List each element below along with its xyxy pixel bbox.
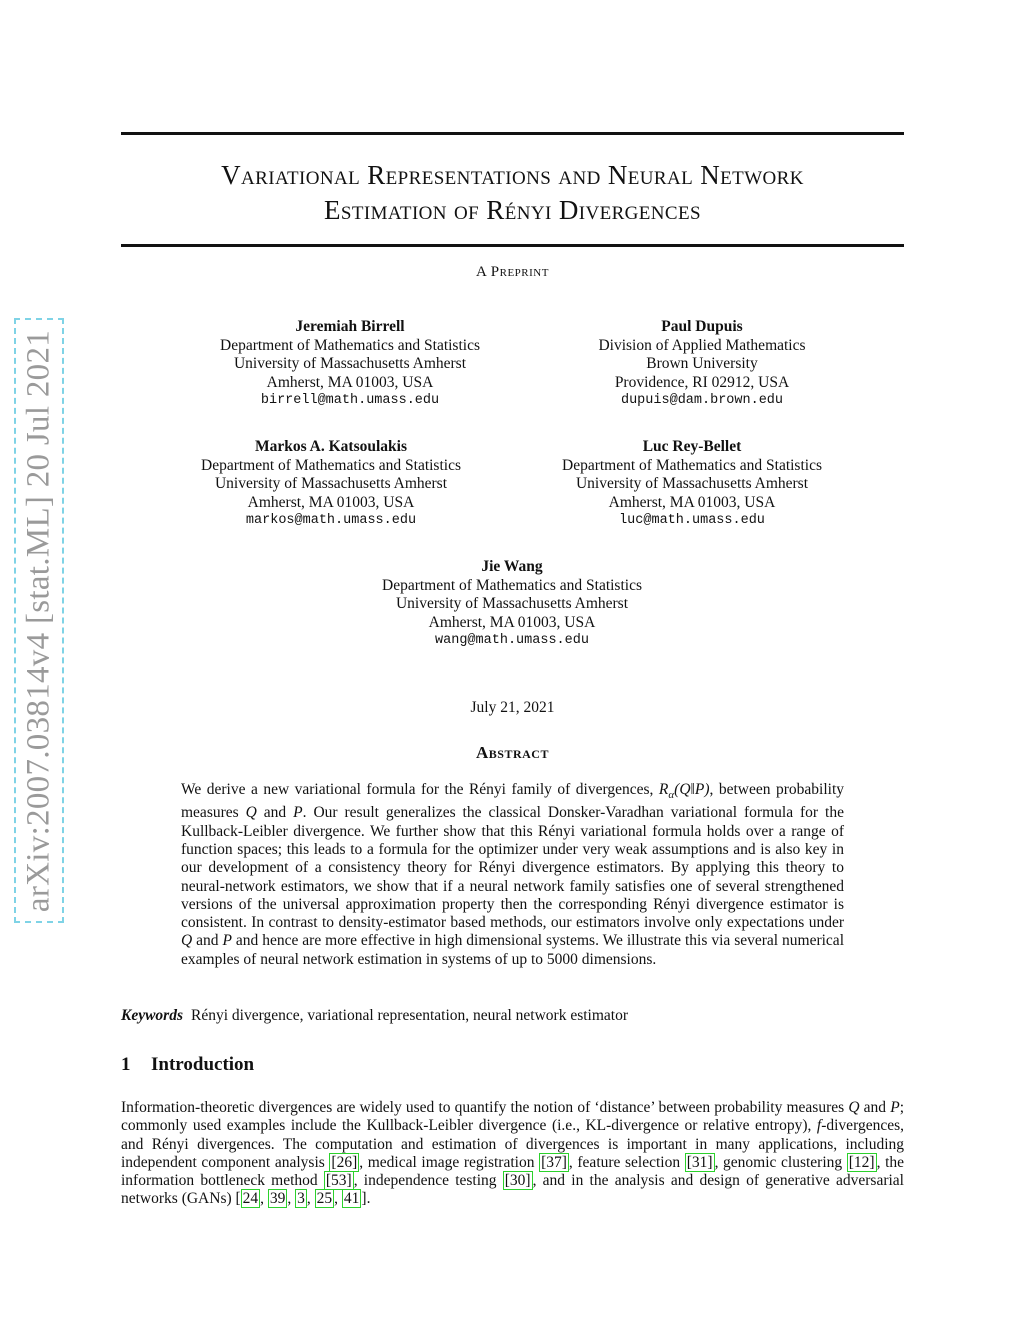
citation-link[interactable]: 41 xyxy=(343,1190,360,1208)
publication-date: July 21, 2021 xyxy=(470,699,555,716)
author-name: Jeremiah Birrell xyxy=(295,318,405,335)
keywords-text: Rényi divergence, variational representation, neural network estimator xyxy=(191,1007,628,1024)
title-bottom-rule xyxy=(121,244,904,247)
author-institution: Brown University xyxy=(646,355,758,372)
author-block-birrell xyxy=(200,318,500,411)
citation-link[interactable]: [53] xyxy=(325,1172,352,1190)
intro-text: , xyxy=(334,1190,342,1208)
author-institution: University of Massachusetts Amherst xyxy=(214,475,448,492)
introduction-paragraph xyxy=(121,1099,904,1209)
author-block-rey-bellet xyxy=(542,438,842,531)
author-dept: Department of Mathematics and Statistics xyxy=(382,576,642,594)
citation-link[interactable]: 3 xyxy=(297,1190,305,1208)
section-heading-introduction xyxy=(121,1054,254,1076)
math-symbol: Q xyxy=(181,932,193,950)
author-institution: University of Massachusetts Amherst xyxy=(233,355,467,372)
author-email[interactable]: luc@math.umass.edu xyxy=(619,513,765,528)
math-symbol: Q xyxy=(245,804,257,822)
math-symbol: Q xyxy=(848,1099,860,1116)
author-name: Jie Wang xyxy=(481,558,543,575)
preprint-label: A Preprint xyxy=(476,264,549,280)
author-email[interactable]: markos@math.umass.edu xyxy=(245,513,417,528)
intro-text: , the information bottleneck method xyxy=(121,1153,905,1190)
title-line-1: Variational Representations and Neural Network xyxy=(221,160,804,190)
citation-link[interactable]: [12] xyxy=(848,1153,875,1171)
abstract-text: , between probability measures xyxy=(181,781,845,822)
abstract-body xyxy=(181,781,844,969)
math-subscript: α xyxy=(668,789,675,802)
author-dept: Department of Mathematics and Statistics xyxy=(201,456,461,474)
abstract-heading: Abstract xyxy=(476,743,549,762)
author-email[interactable]: wang@math.umass.edu xyxy=(435,633,589,648)
abstract-text: . Our result generalizes the classical Donsker-Varadhan variational formula for the Kullback-Leibler divergence. We further show that this Rényi variational formula holds over a range of function spaces; this leads to a formula for the optimizer under very weak assumptions and is also key in our development of a consistency theory for Rényi divergence estimators. By applying this theory to neural-network estimators, we show that if a neural network family satisfies one of several strengthened versions of the universal approximation property then the corresponding Rényi divergence estimator is consistent. In contrast to density-estimator based methods, our estimators involve only expectations under xyxy=(181,804,844,932)
paper-title xyxy=(121,158,904,228)
title-line-2: Estimation of Rényi Divergences xyxy=(324,195,701,225)
intro-text: ; commonly used examples include the Kullback-Leibler divergence (i.e., KL-divergence or relative entropy), xyxy=(121,1099,904,1135)
arxiv-identifier: arXiv:2007.03814v4 [stat.ML] 20 Jul 2021 xyxy=(20,329,57,912)
author-address: Providence, RI 02912, USA xyxy=(614,373,790,391)
keywords xyxy=(121,1007,904,1025)
intro-text: , xyxy=(287,1190,296,1208)
math-symbol: P xyxy=(293,804,303,822)
author-institution: University of Massachusetts Amherst xyxy=(395,595,629,612)
intro-text: Information-theoretic divergences are widely used to quantify the notion of ‘distance’ between probability measures xyxy=(121,1099,849,1116)
intro-text: and xyxy=(859,1099,891,1116)
author-block-katsoulakis xyxy=(181,438,481,531)
abstract-text: and xyxy=(256,804,294,822)
intro-text: , and in the analysis and design of generative adversarial networks (GANs) [ xyxy=(121,1172,904,1208)
section-number: 1 xyxy=(121,1054,131,1075)
keywords-label: Keywords xyxy=(121,1007,183,1024)
arxiv-stamp[interactable] xyxy=(14,318,64,923)
section-title: Introduction xyxy=(151,1054,255,1075)
abstract-text: and hence are more effective in high dimensional systems. We illustrate this via several numerical examples of neural network estimation in systems of up to 5000 dimensions. xyxy=(181,932,844,968)
author-address: Amherst, MA 01003, USA xyxy=(428,613,596,631)
author-dept: Division of Applied Mathematics xyxy=(598,336,806,354)
math-symbol: (Q‖P) xyxy=(674,781,710,798)
author-name: Paul Dupuis xyxy=(661,318,743,335)
intro-text: , xyxy=(306,1190,315,1208)
citation-link[interactable]: [26] xyxy=(331,1153,358,1171)
citation-link[interactable]: 25 xyxy=(316,1190,333,1208)
citation-link[interactable]: [31] xyxy=(686,1153,713,1171)
abstract-text: We derive a new variational formula for the Rényi family of divergences, xyxy=(181,781,659,798)
citation-link[interactable]: 24 xyxy=(242,1190,259,1208)
intro-text: , medical image registration xyxy=(359,1153,540,1171)
intro-text: , feature selection xyxy=(568,1153,685,1171)
math-symbol: P xyxy=(890,1099,900,1116)
author-block-dupuis xyxy=(552,318,852,411)
intro-text: , independence testing xyxy=(353,1172,503,1190)
title-top-rule xyxy=(121,132,904,135)
math-symbol: f xyxy=(816,1117,822,1135)
author-block-wang xyxy=(362,558,662,651)
author-email[interactable]: dupuis@dam.brown.edu xyxy=(620,393,784,408)
intro-text: -divergences, and Rényi divergences. The computation and estimation of divergences is important in many applications, including independent component analysis xyxy=(121,1117,904,1171)
intro-text: , xyxy=(260,1190,268,1208)
author-address: Amherst, MA 01003, USA xyxy=(608,493,776,511)
abstract-text: and xyxy=(192,932,223,950)
author-institution: University of Massachusetts Amherst xyxy=(575,475,809,492)
author-address: Amherst, MA 01003, USA xyxy=(247,493,415,511)
citation-link[interactable]: [30] xyxy=(504,1172,531,1190)
author-email[interactable]: birrell@math.umass.edu xyxy=(260,393,440,408)
author-address: Amherst, MA 01003, USA xyxy=(266,373,434,391)
citation-link[interactable]: 39 xyxy=(269,1190,286,1208)
citation-link[interactable]: [37] xyxy=(541,1153,567,1171)
author-dept: Department of Mathematics and Statistics xyxy=(220,336,480,354)
author-name: Markos A. Katsoulakis xyxy=(254,438,407,455)
math-symbol: R xyxy=(658,781,669,798)
author-dept: Department of Mathematics and Statistics xyxy=(562,456,822,474)
author-name: Luc Rey-Bellet xyxy=(642,438,742,455)
intro-text: , genomic clustering xyxy=(714,1153,847,1171)
intro-text: ]. xyxy=(361,1190,371,1208)
math-symbol: P xyxy=(222,932,232,950)
